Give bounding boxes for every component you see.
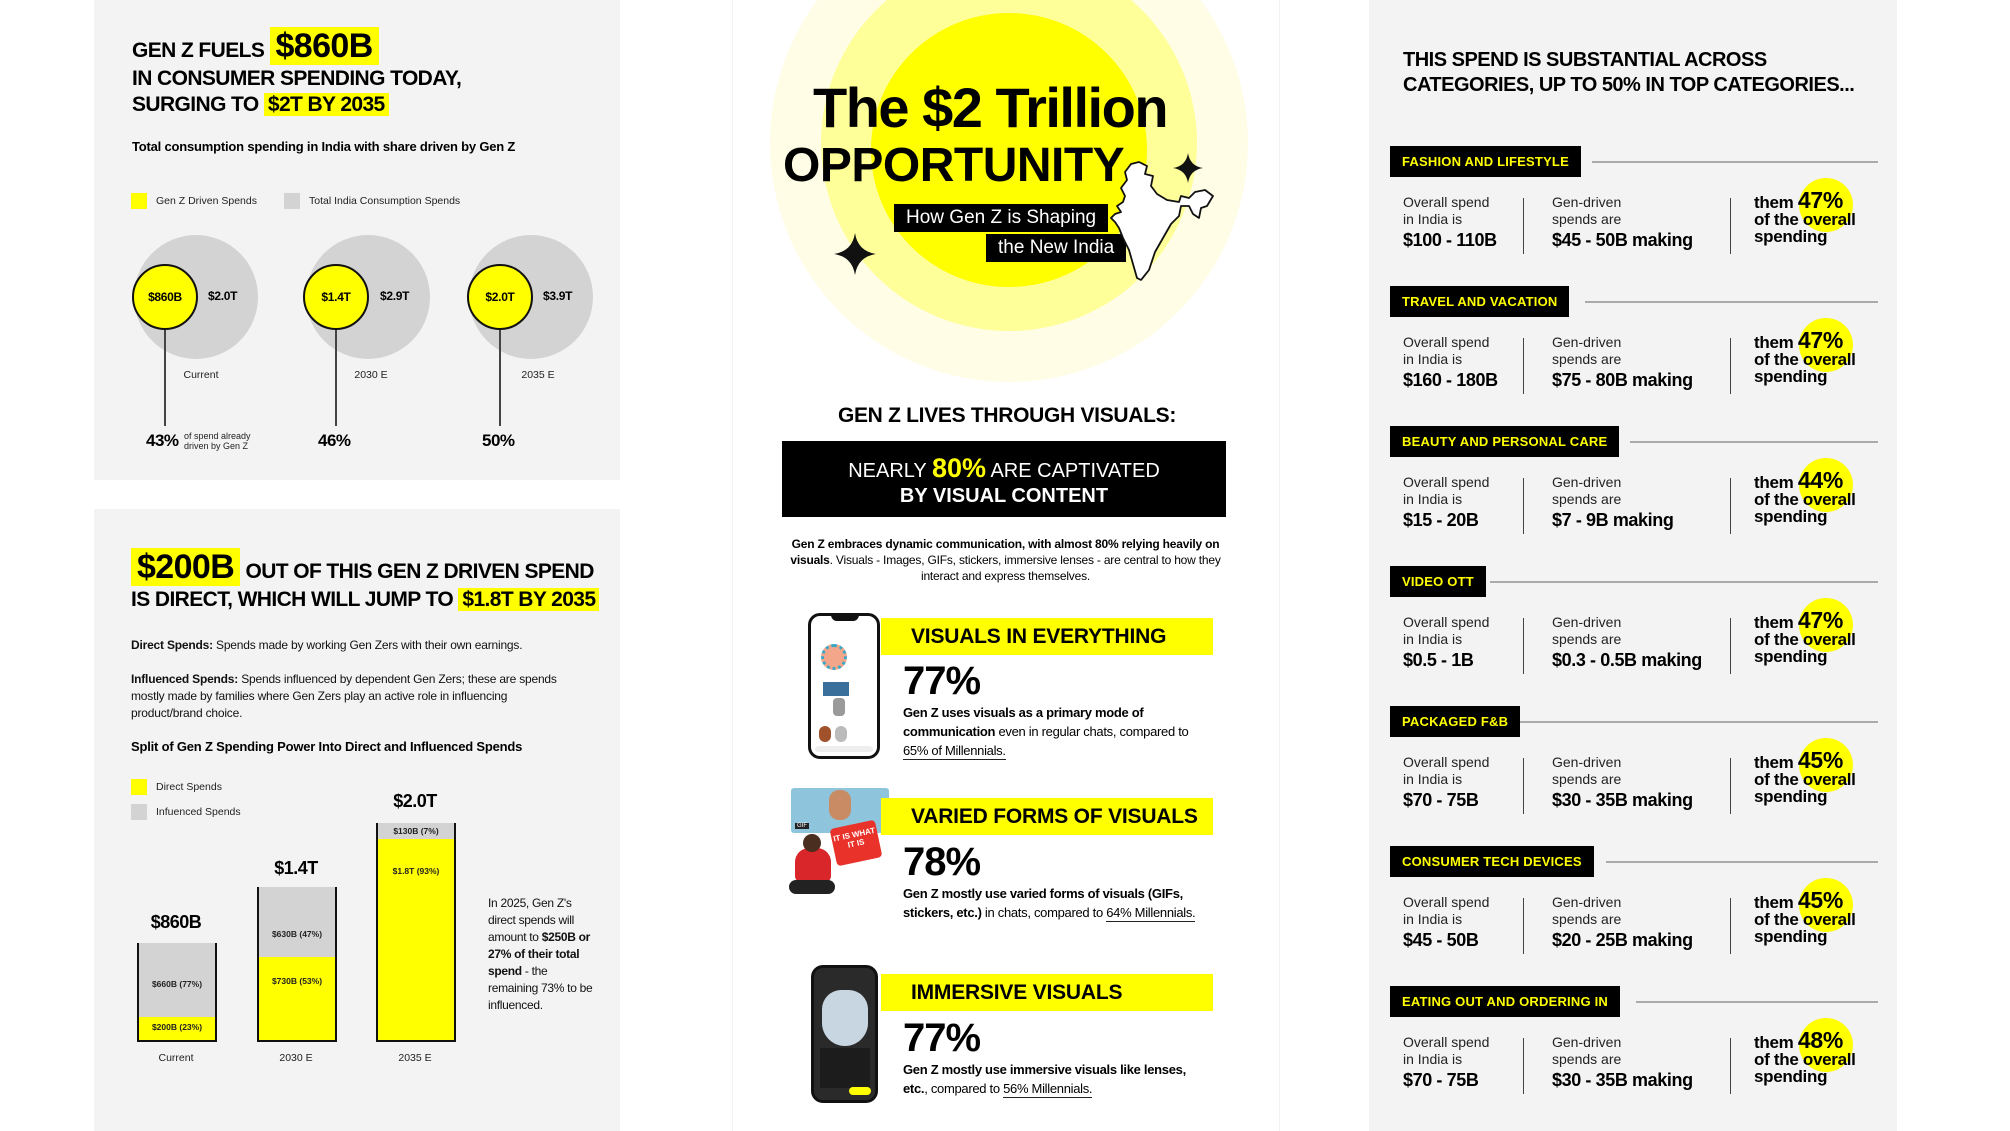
share-note: of spend already driven by Gen Z xyxy=(184,431,251,451)
column-divider xyxy=(1523,338,1524,394)
overall-label-1: Overall spend xyxy=(1403,474,1490,490)
chart-title: Split of Gen Z Spending Power Into Direct and Influenced Spends xyxy=(131,739,523,754)
note-bold: $250B or 27% of their total spend xyxy=(488,930,590,978)
chat-input-bar xyxy=(815,746,873,752)
genz-value: $30 - 35B making xyxy=(1552,790,1693,810)
column-divider xyxy=(1523,618,1524,674)
overall-spend xyxy=(1403,1034,1489,1092)
india-map-icon xyxy=(1109,160,1221,284)
hero-tagline-1: How Gen Z is Shaping xyxy=(894,204,1108,232)
overall-value: $45 - 50B xyxy=(1403,930,1479,950)
visuals-intro xyxy=(773,536,1238,584)
column-divider xyxy=(1730,758,1731,814)
headline-line3: SURGING TO xyxy=(132,93,259,116)
bar-influenced-label: $630B (47%) xyxy=(271,929,323,939)
column-divider xyxy=(1730,198,1731,254)
share-them: them xyxy=(1754,613,1794,632)
gen-label-1: Gen-driven xyxy=(1552,474,1622,490)
category-label: CONSUMER TECH DEVICES xyxy=(1390,846,1594,877)
direct-headline xyxy=(131,547,599,613)
lens-face xyxy=(822,990,868,1046)
overall-label-1: Overall spend xyxy=(1403,334,1490,350)
share-them: them xyxy=(1754,473,1794,492)
genz-share xyxy=(1754,327,1856,386)
gen-label-1: Gen-driven xyxy=(1552,1034,1622,1050)
total-value-2030: $2.9T xyxy=(380,289,410,303)
stat-text: NEARLY xyxy=(848,460,927,482)
chat-phone-image xyxy=(808,613,880,759)
title-line: THIS SPEND IS SUBSTANTIAL ACROSS xyxy=(1403,49,1767,71)
sticker-text xyxy=(823,682,849,696)
genz-share xyxy=(1754,187,1856,246)
direct-spend-note xyxy=(488,895,598,1014)
title-line: CATEGORIES, UP TO 50% IN TOP CATEGORIES... xyxy=(1403,74,1855,96)
sparkle-icon xyxy=(1173,153,1203,183)
bar-direct-segment xyxy=(378,839,454,1040)
lens-shirt xyxy=(820,1048,870,1088)
definition-label: Direct Spends: xyxy=(131,638,213,652)
bar-x-label: Current xyxy=(158,1052,194,1064)
visuals-item-title: VARIED FORMS OF VISUALS xyxy=(881,798,1213,835)
visuals-item-title: IMMERSIVE VISUALS xyxy=(881,974,1213,1011)
gen-label-2: spends are xyxy=(1552,211,1622,227)
stat-percent: 80% xyxy=(931,453,987,483)
overall-value: $70 - 75B xyxy=(1403,790,1479,810)
genz-share xyxy=(1754,887,1856,946)
visuals-section-title: GEN Z LIVES THROUGH VISUALS: xyxy=(837,404,1177,427)
category-card-3 xyxy=(1390,426,1878,556)
period-label-2030: 2030 E xyxy=(354,369,388,381)
chart-subtitle: Total consumption spending in India with share driven by Gen Z xyxy=(132,139,516,154)
share-line2: of the overall xyxy=(1754,210,1856,229)
overall-value: $100 - 110B xyxy=(1403,230,1497,250)
overall-value: $15 - 20B xyxy=(1403,510,1479,530)
legend-label: Infuenced Spends xyxy=(156,806,241,818)
visuals-panel xyxy=(732,0,1280,1131)
headline-line2: IS DIRECT, WHICH WILL JUMP TO xyxy=(131,588,454,611)
gen-label-1: Gen-driven xyxy=(1552,894,1622,910)
bar-x-label: 2035 E xyxy=(398,1052,432,1064)
phone-notch xyxy=(831,615,859,621)
genz-spend xyxy=(1552,334,1693,392)
desc-bold: Gen Z uses visuals as a primary mode of communication xyxy=(903,705,1144,739)
share-line2: of the overall xyxy=(1754,350,1856,369)
legend-swatch-yellow xyxy=(131,193,147,209)
gen-label-2: spends are xyxy=(1552,1051,1622,1067)
desc-text: in chats, compared to xyxy=(981,905,1107,920)
intro-bold: Gen Z embraces dynamic communication, with almost 80% relying heavily on visuals xyxy=(790,537,1220,567)
column-divider xyxy=(1730,338,1731,394)
overall-label-2: in India is xyxy=(1403,491,1463,507)
share-line2: of the overall xyxy=(1754,490,1856,509)
column-divider xyxy=(1523,898,1524,954)
share-percent: 44% xyxy=(1797,467,1843,493)
definition-label: Influenced Spends: xyxy=(131,672,239,686)
column-divider xyxy=(1730,1038,1731,1094)
bar-influenced-label: $660B (77%) xyxy=(151,979,203,989)
genz-spend xyxy=(1552,194,1693,252)
genz-value: $45 - 50B making xyxy=(1552,230,1693,250)
period-label-2035: 2035 E xyxy=(521,369,555,381)
visuals-item-percent: 77% xyxy=(903,659,981,703)
share-line3: spending xyxy=(1754,367,1828,386)
gen-label-2: spends are xyxy=(1552,911,1622,927)
genz-circle-current: $860B xyxy=(132,264,198,330)
hero-title-line2: OPPORTUNITY xyxy=(783,139,1125,192)
bar-2030 xyxy=(257,887,337,1042)
legend-total xyxy=(284,193,460,209)
overall-label-1: Overall spend xyxy=(1403,1034,1490,1050)
column-divider xyxy=(1730,898,1731,954)
note-text: In 2025, Gen Z's direct spends will amount to xyxy=(488,896,574,944)
bar-direct-label: $200B (23%) xyxy=(151,1022,203,1032)
desc-text: , compared to xyxy=(924,1081,1004,1096)
legend-genz xyxy=(131,193,257,209)
headline-amount: $860B xyxy=(270,27,379,65)
definition-influenced xyxy=(131,671,571,722)
genz-value: $20 - 25B making xyxy=(1552,930,1693,950)
share-line3: spending xyxy=(1754,507,1828,526)
note-text: - the remaining 73% to be influenced. xyxy=(488,964,593,1012)
overall-label-1: Overall spend xyxy=(1403,894,1490,910)
share-them: them xyxy=(1754,333,1794,352)
genz-value: $30 - 35B making xyxy=(1552,1070,1693,1090)
sticker-person-head xyxy=(803,834,821,852)
headline-line2: IN CONSUMER SPENDING TODAY, xyxy=(132,67,462,90)
genz-share xyxy=(1754,607,1856,666)
gif-badge: GIF xyxy=(797,823,807,829)
overall-value: $160 - 180B xyxy=(1403,370,1498,390)
bar-direct-label: $730B (53%) xyxy=(271,976,323,986)
column-divider xyxy=(1523,1038,1524,1094)
hero-title-line1: The $2 Trillion xyxy=(813,76,1168,139)
legend-label: Total India Consumption Spends xyxy=(309,195,461,207)
legend-swatch-gray xyxy=(284,193,300,209)
direct-spend-panel xyxy=(94,509,620,1131)
share-them: them xyxy=(1754,1033,1794,1052)
category-rule xyxy=(1490,581,1878,583)
visuals-stat-box xyxy=(782,441,1226,517)
share-line3: spending xyxy=(1754,927,1828,946)
category-rule xyxy=(1518,721,1878,723)
categories-panel xyxy=(1369,0,1897,1131)
total-value-2035: $3.9T xyxy=(543,289,573,303)
category-label: PACKAGED F&B xyxy=(1390,706,1520,737)
headline-text: OUT OF THIS GEN Z DRIVEN SPEND xyxy=(245,560,594,583)
category-card-6 xyxy=(1390,846,1878,976)
genz-circle-2030: $1.4T xyxy=(303,264,369,330)
overall-label-2: in India is xyxy=(1403,911,1463,927)
category-rule xyxy=(1630,441,1878,443)
desc-text: even in regular chats, compared to xyxy=(995,724,1189,739)
category-card-1 xyxy=(1390,146,1878,276)
sticker-it-is-what-it-is: IT IS WHAT IT IS xyxy=(830,820,883,867)
legend-label: Gen Z Driven Spends xyxy=(156,195,257,207)
period-label-current: Current xyxy=(183,369,219,381)
consumption-panel xyxy=(94,0,620,480)
bar-2035 xyxy=(376,823,456,1042)
bar-direct-segment xyxy=(259,957,335,1040)
category-rule xyxy=(1636,1001,1878,1003)
category-card-7 xyxy=(1390,986,1878,1116)
total-value-current: $2.0T xyxy=(208,289,238,303)
overall-spend xyxy=(1403,334,1498,392)
gif-person xyxy=(829,790,851,820)
share-current: 43% xyxy=(146,431,179,450)
visuals-item-title: VISUALS IN EVERYTHING xyxy=(881,618,1213,655)
genz-share xyxy=(1754,1027,1856,1086)
overall-label-1: Overall spend xyxy=(1403,754,1490,770)
share-line3: spending xyxy=(1754,787,1828,806)
sticker-person-body xyxy=(795,848,831,882)
column-divider xyxy=(1523,758,1524,814)
headline-highlight: $2T BY 2035 xyxy=(264,93,389,116)
stat-text-line2: BY VISUAL CONTENT xyxy=(899,485,1109,507)
sparkle-icon xyxy=(834,233,876,275)
visuals-item-description xyxy=(903,884,1203,922)
category-rule xyxy=(1606,861,1878,863)
consumption-headline xyxy=(132,26,461,118)
category-label: BEAUTY AND PERSONAL CARE xyxy=(1390,426,1619,457)
share-line3: spending xyxy=(1754,1067,1828,1086)
category-card-4 xyxy=(1390,566,1878,696)
share-line3: spending xyxy=(1754,647,1828,666)
legend-direct xyxy=(131,779,222,795)
share-them: them xyxy=(1754,893,1794,912)
desc-underline: 64% Millennials. xyxy=(1106,905,1196,920)
gen-label-1: Gen-driven xyxy=(1552,614,1622,630)
desc-underline: 65% of Millennials. xyxy=(903,743,1006,758)
definition-text: Spends made by working Gen Zers with their own earnings. xyxy=(216,638,523,652)
share-percent: 45% xyxy=(1797,887,1843,913)
gen-label-1: Gen-driven xyxy=(1552,334,1622,350)
overall-spend xyxy=(1403,474,1489,532)
share-line2: of the overall xyxy=(1754,630,1856,649)
genz-value: $0.3 - 0.5B making xyxy=(1552,650,1702,670)
overall-value: $70 - 75B xyxy=(1403,1070,1479,1090)
categories-title xyxy=(1403,48,1854,98)
lens-phone-image xyxy=(811,965,878,1103)
headline-text: GEN Z FUELS xyxy=(132,39,265,62)
category-label: FASHION AND LIFESTYLE xyxy=(1390,146,1581,177)
bar-direct-segment xyxy=(139,1017,215,1040)
legend-label: Direct Spends xyxy=(156,781,222,793)
bar-total-2035: $2.0T xyxy=(393,791,437,811)
definition-text: Spends influenced by dependent Gen Zers; these are spends mostly made by families where Gen Zers play an active role in influencing product/brand choice. xyxy=(131,672,557,720)
genz-value: $75 - 80B making xyxy=(1552,370,1693,390)
category-label: TRAVEL AND VACATION xyxy=(1390,286,1569,317)
overall-label-1: Overall spend xyxy=(1403,194,1490,210)
overall-label-1: Overall spend xyxy=(1403,614,1490,630)
genz-spend xyxy=(1552,894,1693,952)
share-percent: 47% xyxy=(1797,607,1843,633)
overall-label-2: in India is xyxy=(1403,771,1463,787)
share-2030: 46% xyxy=(318,431,351,450)
genz-spend xyxy=(1552,1034,1693,1092)
visuals-item-percent: 78% xyxy=(903,840,981,884)
visuals-item-description xyxy=(903,1060,1203,1098)
bar-current xyxy=(137,943,217,1042)
bar-total-2030: $1.4T xyxy=(274,858,318,878)
bar-x-label: 2030 E xyxy=(279,1052,313,1064)
genz-spend xyxy=(1552,614,1702,672)
category-card-2 xyxy=(1390,286,1878,416)
stat-text: ARE CAPTIVATED xyxy=(990,460,1160,482)
genz-value: $7 - 9B making xyxy=(1552,510,1674,530)
headline-highlight: $1.8T BY 2035 xyxy=(458,588,599,611)
category-label: EATING OUT AND ORDERING IN xyxy=(1390,986,1620,1017)
sticker-avatar xyxy=(835,726,847,742)
gen-label-2: spends are xyxy=(1552,491,1622,507)
sticker-person xyxy=(833,698,845,716)
sticker-avatar xyxy=(821,644,847,670)
genz-spend xyxy=(1552,474,1673,532)
share-line3: spending xyxy=(1754,227,1828,246)
sticker-person-legs xyxy=(789,880,835,894)
genz-share xyxy=(1754,747,1856,806)
column-divider xyxy=(1523,198,1524,254)
share-line2: of the overall xyxy=(1754,910,1856,929)
overall-spend xyxy=(1403,754,1489,812)
legend-swatch-gray xyxy=(131,804,147,820)
share-percent: 48% xyxy=(1797,1027,1843,1053)
column-divider xyxy=(1523,478,1524,534)
visuals-item-percent: 77% xyxy=(903,1016,981,1060)
share-line2: of the overall xyxy=(1754,1050,1856,1069)
share-them: them xyxy=(1754,753,1794,772)
column-divider xyxy=(1730,618,1731,674)
bar-direct-label: $1.8T (93%) xyxy=(392,866,440,876)
genz-spend xyxy=(1552,754,1693,812)
bar-influenced-label: $130B (7%) xyxy=(393,826,439,836)
gen-label-1: Gen-driven xyxy=(1552,194,1622,210)
overall-spend xyxy=(1403,194,1497,252)
desc-underline: 56% Millennials. xyxy=(1003,1081,1093,1096)
overall-label-2: in India is xyxy=(1403,211,1463,227)
desc-bold: Gen Z mostly use varied forms of visuals (GIFs, stickers, etc.) xyxy=(903,886,1183,920)
overall-label-2: in India is xyxy=(1403,351,1463,367)
gen-label-2: spends are xyxy=(1552,771,1622,787)
legend-swatch-yellow xyxy=(131,779,147,795)
headline-amount: $200B xyxy=(131,548,240,586)
share-them: them xyxy=(1754,193,1794,212)
genz-share xyxy=(1754,467,1856,526)
bar-total-current: $860B xyxy=(150,912,202,932)
overall-label-2: in India is xyxy=(1403,631,1463,647)
genz-circle-2035: $2.0T xyxy=(467,264,533,330)
overall-value: $0.5 - 1B xyxy=(1403,650,1474,670)
overall-spend xyxy=(1403,894,1489,952)
share-line2: of the overall xyxy=(1754,770,1856,789)
category-rule xyxy=(1585,301,1878,303)
legend-influenced xyxy=(131,804,241,820)
gen-label-2: spends are xyxy=(1552,351,1622,367)
visuals-item-description xyxy=(903,703,1203,760)
category-card-5 xyxy=(1390,706,1878,836)
intro-text: . Visuals - Images, GIFs, stickers, immersive lenses - are central to how they interact and express themselves. xyxy=(829,553,1221,583)
share-percent: 47% xyxy=(1797,187,1843,213)
gen-label-1: Gen-driven xyxy=(1552,754,1622,770)
share-percent: 45% xyxy=(1797,747,1843,773)
category-label: VIDEO OTT xyxy=(1390,566,1486,597)
column-divider xyxy=(1730,478,1731,534)
sticker-avatar xyxy=(819,726,831,742)
share-percent: 47% xyxy=(1797,327,1843,353)
overall-spend xyxy=(1403,614,1489,672)
share-2035: 50% xyxy=(482,431,515,450)
overall-label-2: in India is xyxy=(1403,1051,1463,1067)
desc-bold: Gen Z mostly use immersive visuals like lenses, etc. xyxy=(903,1062,1186,1096)
category-rule xyxy=(1592,161,1878,163)
gen-label-2: spends are xyxy=(1552,631,1622,647)
lens-button xyxy=(849,1087,871,1095)
hero-tagline-2: the New India xyxy=(986,234,1126,262)
definition-direct xyxy=(131,637,571,654)
